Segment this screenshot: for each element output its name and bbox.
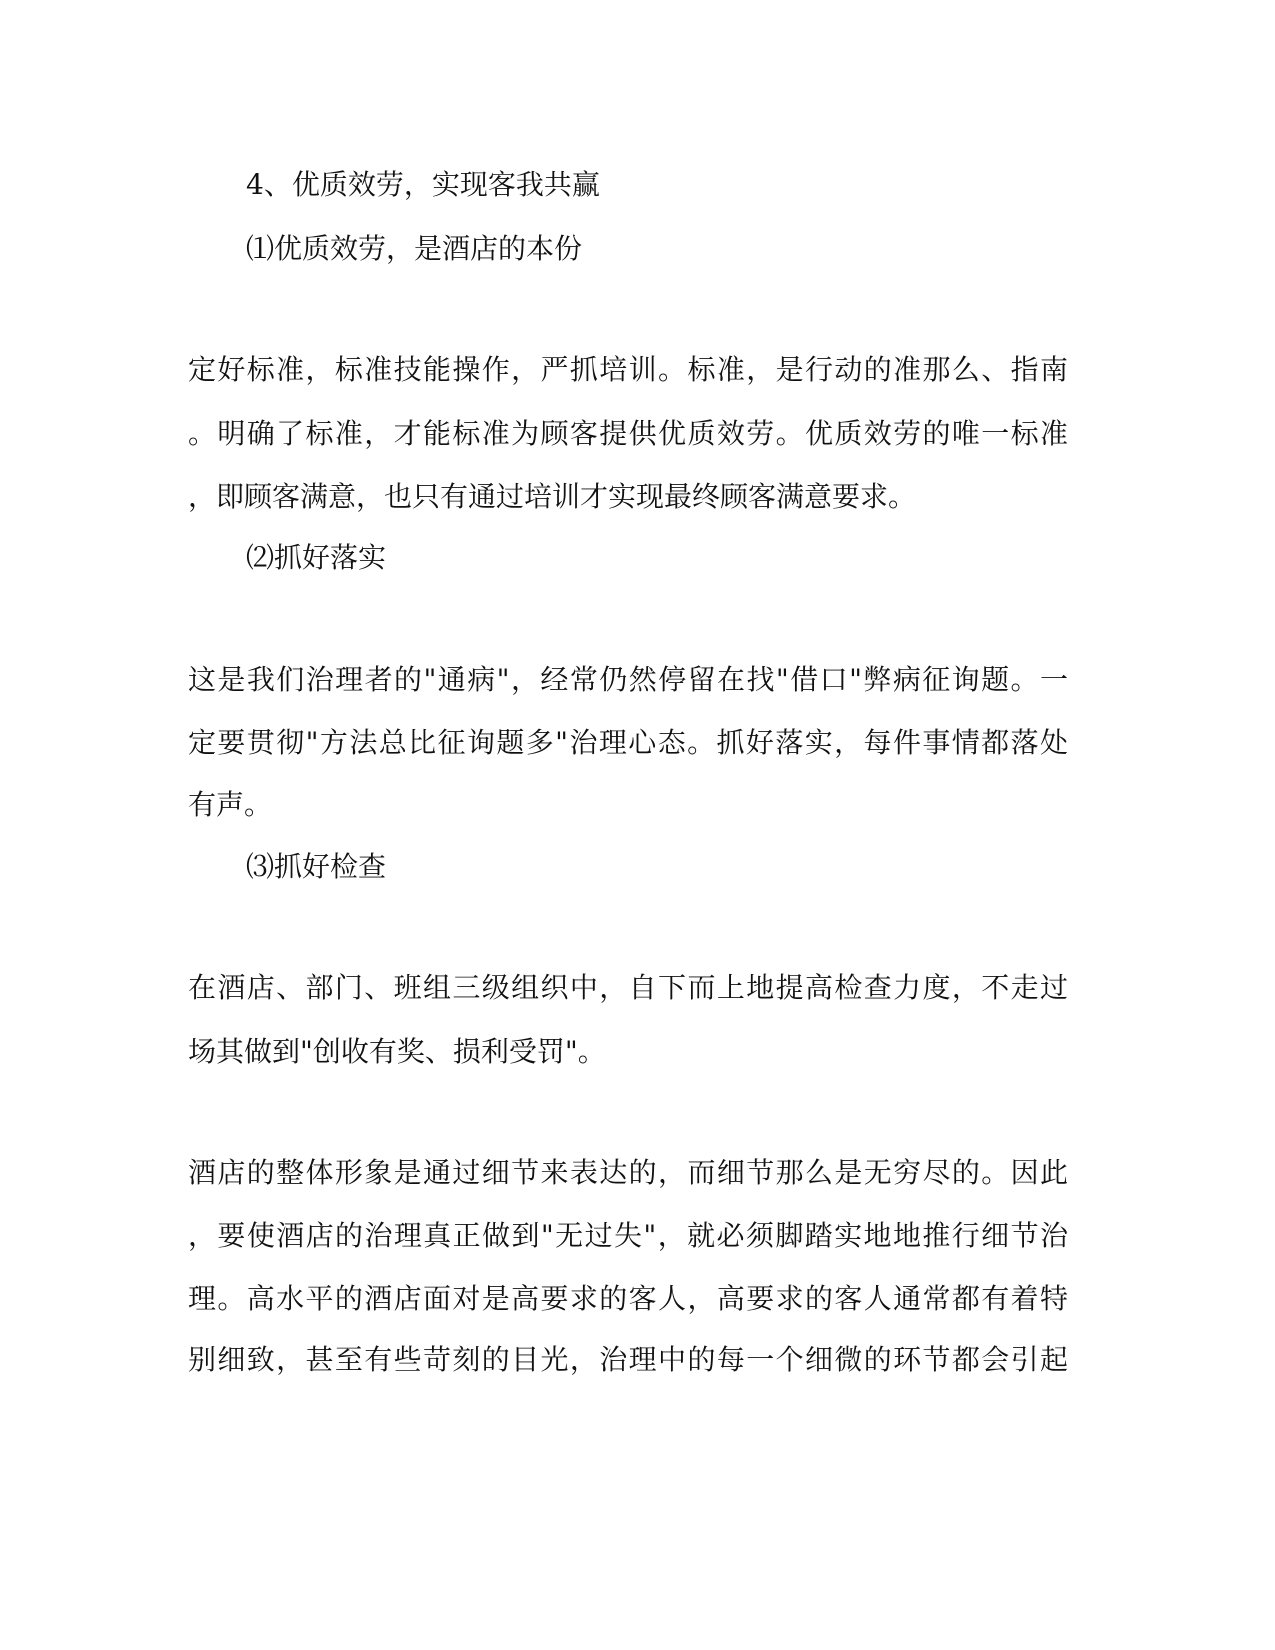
paragraph-line: 。明确了标准，才能标准为顾客提供优质效劳。优质效劳的唯一标准 (188, 417, 1068, 450)
paragraph-line: 这是我们治理者的"通病"，经常仍然停留在找"借口"弊病征询题。一 (188, 663, 1068, 696)
paragraph-line: ，要使酒店的治理真正做到"无过失"，就必须脚踏实地地推行细节治 (188, 1219, 1068, 1252)
subheading-3: ⑶抓好检查 (246, 850, 387, 883)
paragraph-line: ，即顾客满意，也只有通过培训才实现最终顾客满意要求。 (188, 480, 917, 513)
subheading-1: ⑴优质效劳，是酒店的本份 (246, 232, 583, 265)
paragraph-line: 别细致，甚至有些苛刻的目光，治理中的每一个细微的环节都会引起 (188, 1343, 1068, 1376)
paragraph-line: 定要贯彻"方法总比征询题多"治理心态。抓好落实，每件事情都落处 (188, 726, 1068, 759)
paragraph-line: 酒店的整体形象是通过细节来表达的，而细节那么是无穷尽的。因此 (188, 1156, 1068, 1189)
section-heading: 4、优质效劳，实现客我共赢 (246, 168, 600, 201)
subheading-2: ⑵抓好落实 (246, 541, 387, 574)
paragraph-line: 理。高水平的酒店面对是高要求的客人，高要求的客人通常都有着特 (188, 1282, 1068, 1315)
paragraph-line: 定好标准，标准技能操作，严抓培训。标准，是行动的准那么、指南 (188, 353, 1068, 386)
paragraph-line: 有声。 (188, 788, 273, 821)
paragraph-line: 在酒店、部门、班组三级组织中，自下而上地提高检查力度，不走过 (188, 971, 1068, 1004)
paragraph-line: 场其做到"创收有奖、损利受罚"。 (188, 1035, 606, 1068)
